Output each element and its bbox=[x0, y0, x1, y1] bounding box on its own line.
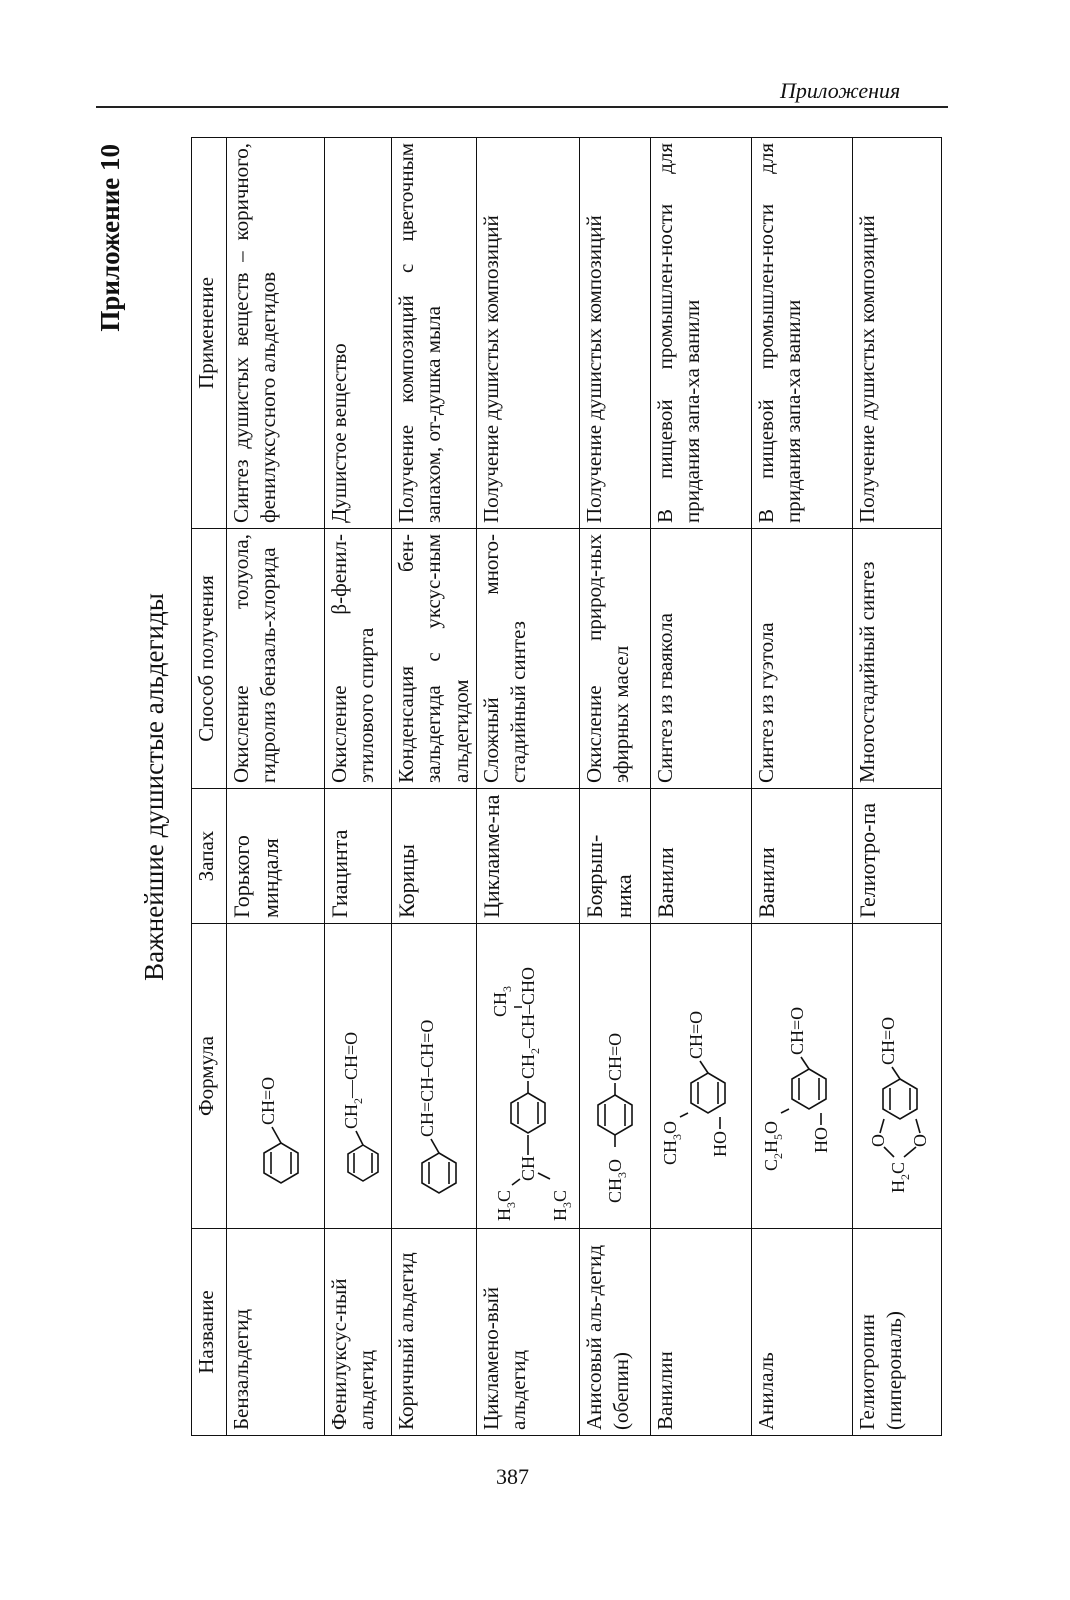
formula-group: CH=O bbox=[605, 1032, 625, 1081]
cell-formula bbox=[477, 924, 580, 1229]
formula-group: $H_3C$ bbox=[550, 1189, 574, 1221]
header-row bbox=[192, 138, 227, 1436]
formula-group: $H_2C$ bbox=[888, 1161, 912, 1193]
table-row bbox=[651, 138, 752, 1436]
cell-formula bbox=[580, 924, 651, 1229]
col-header-name: Название bbox=[192, 1229, 227, 1436]
heliotropin-structure bbox=[854, 924, 940, 1224]
cell-method: Синтез из гуэтола bbox=[752, 529, 853, 789]
appendix-title: Приложение 10 bbox=[95, 144, 125, 332]
cell-smell: Ванили bbox=[752, 789, 853, 924]
formula-group: CH=CH–CH=O bbox=[417, 1019, 437, 1137]
cell-smell: Боярыш-ника bbox=[580, 789, 651, 924]
cell-use: В пищевой промышлен-ности для придания запа-ха ванили bbox=[752, 138, 853, 529]
page-number: 387 bbox=[496, 1464, 529, 1489]
cell-method: Окисление природ-ных эфирных масел bbox=[580, 529, 651, 789]
cell-use: Получение композиций с цветочным запахом, от-душка мыла bbox=[392, 138, 477, 529]
table-row bbox=[392, 138, 477, 1436]
cell-name: Гелиотропин (пиперональ) bbox=[853, 1229, 942, 1436]
cell-formula bbox=[227, 924, 325, 1229]
cell-formula bbox=[752, 924, 853, 1229]
cell-name: Анисовый аль-дегид (обепин) bbox=[580, 1229, 651, 1436]
formula-group: O bbox=[910, 1134, 930, 1147]
cell-method: Многостадийный синтез bbox=[853, 529, 942, 789]
formula-group: CH=O bbox=[787, 1006, 807, 1055]
formula-group: HO bbox=[710, 1131, 730, 1157]
cell-use: Душистое вещество bbox=[325, 138, 392, 529]
cell-method: Окисление β-фенил-этилового спирта bbox=[325, 529, 392, 789]
table-row bbox=[325, 138, 392, 1436]
formula-group: HO bbox=[811, 1127, 831, 1153]
rotated-content bbox=[95, 138, 955, 1436]
cell-method: Окисление толуола, гидролиз бензаль-хлорида bbox=[227, 529, 325, 789]
table-row bbox=[477, 138, 580, 1436]
cell-name: Фенилуксус-ный альдегид bbox=[325, 1229, 392, 1436]
cell-smell: Циклаиме-на bbox=[477, 789, 580, 924]
cell-method: Сложный много-стадийный синтез bbox=[477, 529, 580, 789]
table-row bbox=[227, 138, 325, 1436]
col-header-use: Применение bbox=[192, 138, 227, 529]
cell-use: Получение душистых композиций bbox=[477, 138, 580, 529]
anilal-structure bbox=[753, 924, 851, 1224]
anisaldehyde-structure bbox=[581, 924, 649, 1224]
cell-name: Ванилин bbox=[651, 1229, 752, 1436]
cell-use: Синтез душистых веществ – коричного, фенилуксусного альдегидов bbox=[227, 138, 325, 529]
phenylacetaldehyde-structure bbox=[326, 924, 390, 1224]
table-row bbox=[580, 138, 651, 1436]
formula-group: $CH_2-CH$–CHO bbox=[518, 966, 542, 1079]
cell-name: Анилаль bbox=[752, 1229, 853, 1436]
cell-method: Конденсация бен-зальдегида с уксус-ным альдегидом bbox=[392, 529, 477, 789]
formula-group: O bbox=[868, 1134, 888, 1147]
table-row bbox=[853, 138, 942, 1436]
cell-name: Бензальдегид bbox=[227, 1229, 325, 1436]
running-head: Приложения bbox=[780, 78, 901, 103]
cell-formula bbox=[651, 924, 752, 1229]
col-header-formula: Формула bbox=[192, 924, 227, 1229]
table-row bbox=[752, 138, 853, 1436]
cell-name: Цикламено-вый альдегид bbox=[477, 1229, 580, 1436]
cell-use: В пищевой промышлен-ности для придания запа-ха ванили bbox=[651, 138, 752, 529]
formula-group: $CH_3$ bbox=[490, 985, 514, 1017]
formula-group: CH=O bbox=[878, 1016, 898, 1065]
formula-group: $C_2H_5O$ bbox=[761, 1120, 785, 1171]
col-header-method: Способ получения bbox=[192, 529, 227, 789]
cinnamaldehyde-structure bbox=[393, 924, 475, 1224]
cell-use: Получение душистых композиций bbox=[853, 138, 942, 529]
cell-smell: Гиацинта bbox=[325, 789, 392, 924]
col-header-smell: Запах bbox=[192, 789, 227, 924]
cyclamenaldehyde-structure bbox=[478, 924, 578, 1224]
benzaldehyde-structure bbox=[228, 924, 322, 1224]
cell-formula bbox=[853, 924, 942, 1229]
formula-group: CH=O bbox=[686, 1010, 706, 1059]
formula-group: CH=O bbox=[258, 1076, 278, 1125]
table-title: Важнейшие душистые альдегиды bbox=[139, 593, 169, 981]
vanillin-structure bbox=[652, 924, 750, 1224]
formula-group: $H_3C$ bbox=[494, 1189, 518, 1221]
cell-smell: Гелиотро-па bbox=[853, 789, 942, 924]
aldehydes-table bbox=[191, 137, 942, 1436]
cell-formula bbox=[392, 924, 477, 1229]
cell-smell: Горького миндаля bbox=[227, 789, 325, 924]
cell-use: Получение душистых композиций bbox=[580, 138, 651, 529]
cell-formula bbox=[325, 924, 392, 1229]
formula-group: CH bbox=[518, 1155, 538, 1181]
formula-group: $CH_3O$ bbox=[660, 1120, 684, 1165]
cell-smell: Корицы bbox=[392, 789, 477, 924]
header-rule bbox=[96, 106, 948, 108]
cell-name: Коричный альдегид bbox=[392, 1229, 477, 1436]
cell-method: Синтез из гваякола bbox=[651, 529, 752, 789]
cell-smell: Ванили bbox=[651, 789, 752, 924]
formula-group: $CH_3O$ bbox=[605, 1158, 629, 1203]
formula-group: $CH_2—CH=O$ bbox=[341, 1031, 365, 1129]
